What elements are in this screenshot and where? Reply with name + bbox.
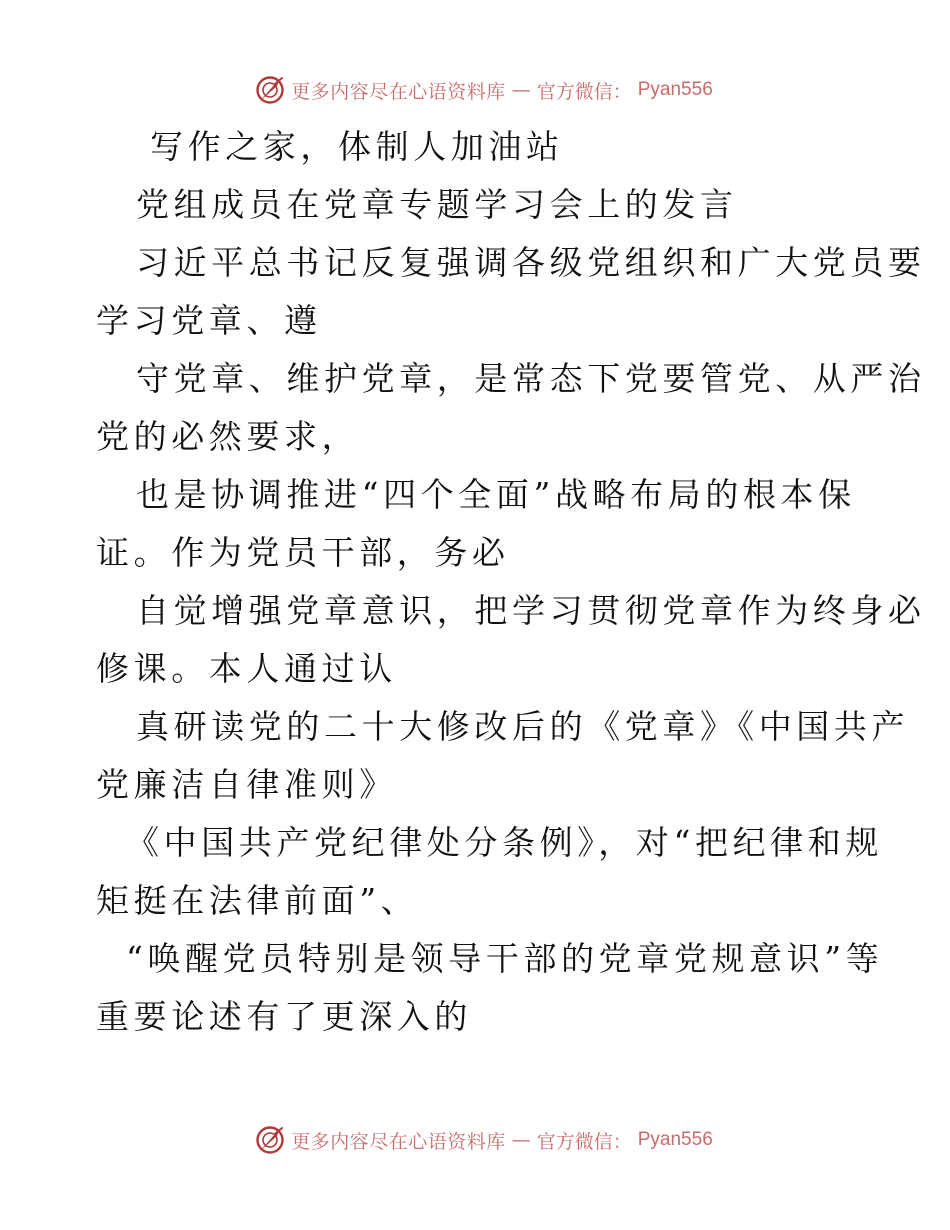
header-watermark-banner <box>0 70 950 110</box>
document-line: 党廉洁自律准则》 <box>96 765 397 804</box>
footer-banner-content <box>255 1125 713 1155</box>
document-line: 习近平总书记反复强调各级党组织和广大党员要 <box>136 243 926 282</box>
banner-separator: — <box>511 1129 531 1151</box>
document-line: 党的必然要求， <box>96 417 360 456</box>
wechat-label: 官方微信： <box>536 80 632 103</box>
quill-pen-logo-icon <box>255 1125 285 1155</box>
banner-separator: — <box>511 79 531 101</box>
document-line: 《中国共产党纪律处分条例》，对“把纪律和规 <box>126 823 883 862</box>
wechat-label: 官方微信： <box>536 1130 632 1153</box>
site-name-text: 更多内容尽在心语资料库 <box>291 80 506 103</box>
document-body <box>96 118 926 1046</box>
document-line: 写作之家，体制人加油站 <box>150 127 564 166</box>
document-line: 学习党章、遵 <box>96 301 322 340</box>
wechat-id: Pyan556 <box>637 79 713 100</box>
footer-watermark-banner <box>0 1120 950 1160</box>
document-line: 也是协调推进“四个全面”战略布局的根本保 <box>136 475 856 514</box>
header-banner-content <box>255 75 713 105</box>
document-line: 守党章、维护党章，是常态下党要管党、从严治 <box>136 359 926 398</box>
document-line: 矩挺在法律前面”、 <box>96 881 419 920</box>
document-line: 证。作为党员干部，务必 <box>96 533 510 572</box>
document-line: 真研读党的二十大修改后的《党章》《中国共产 <box>136 707 910 746</box>
wechat-id: Pyan556 <box>637 1129 713 1150</box>
document-line: 修课。本人通过认 <box>96 649 397 688</box>
document-line: 自觉增强党章意识，把学习贯彻党章作为终身必 <box>136 591 926 630</box>
document-line: “唤醒党员特别是领导干部的党章党规意识”等 <box>126 939 884 978</box>
document-line: 重要论述有了更深入的 <box>96 997 472 1036</box>
document-title: 党组成员在党章专题学习会上的发言 <box>136 185 738 224</box>
quill-pen-logo-icon <box>255 75 285 105</box>
site-name-text: 更多内容尽在心语资料库 <box>291 1130 506 1153</box>
